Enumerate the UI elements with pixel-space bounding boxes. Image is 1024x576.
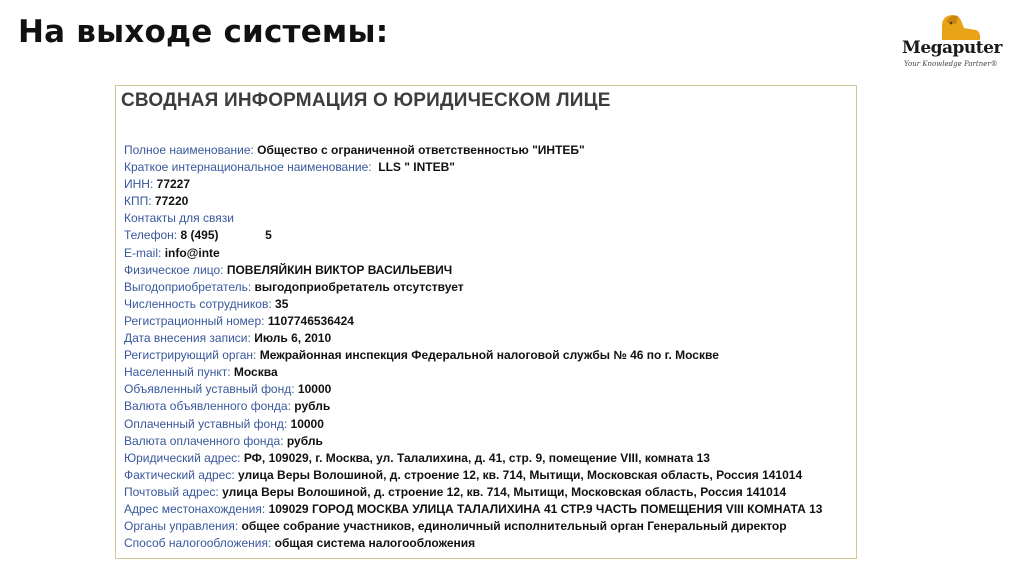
field-value: Москва — [233, 365, 278, 380]
field-label: Юридический адрес: — [124, 450, 241, 465]
field-value: Июль 6, 2010 — [254, 331, 332, 346]
field-label: Населенный пункт: — [124, 365, 231, 380]
field-value: Межрайонная инспекция Федеральной налоговой службы № 46 по г. Москве — [259, 348, 719, 363]
summary-row — [124, 296, 822, 313]
summary-row — [124, 467, 822, 484]
field-label: Численность сотрудников: — [124, 296, 272, 311]
field-value: 77227 — [156, 177, 191, 192]
summary-row — [124, 313, 822, 330]
summary-row — [124, 193, 822, 210]
field-value: 35 — [275, 296, 289, 311]
summary-row — [124, 501, 822, 518]
summary-row — [124, 159, 822, 176]
summary-row — [124, 364, 822, 381]
megaputer-logo — [896, 12, 1006, 74]
field-label: Полное наименование: — [124, 143, 254, 157]
summary-row — [124, 433, 822, 450]
field-label: Телефон: — [124, 228, 178, 243]
field-label: Органы управления: — [124, 519, 239, 534]
summary-row — [124, 484, 822, 501]
field-value: рубль — [286, 433, 323, 448]
field-label: Валюта оплаченного фонда: — [124, 433, 284, 448]
summary-row — [124, 210, 822, 227]
field-value: 10000 — [290, 416, 324, 431]
field-value: Общество с ограниченной ответственностью "ИНТЕБ" — [257, 143, 585, 157]
summary-row — [124, 245, 822, 262]
summary-row — [124, 450, 822, 467]
field-label: Регистрационный номер: — [124, 313, 265, 328]
summary-row — [124, 176, 822, 193]
field-value: 8 (495) 5 — [180, 228, 272, 243]
field-label: Почтовый адрес: — [124, 484, 219, 499]
field-label: Способ налогообложения: — [124, 536, 272, 551]
field-value: ПОВЕЛЯЙКИН ВИКТОР ВАСИЛЬЕВИЧ — [226, 262, 453, 277]
field-value: улица Веры Волошиной, д. строение 12, кв. 714, Мытищи, Московская область, Россия 141014 — [238, 467, 803, 482]
field-value: рубль — [294, 399, 331, 414]
field-value: LLS " INTEB" — [374, 160, 455, 175]
field-label: Оплаченный уставный фонд: — [124, 416, 288, 431]
field-value: улица Веры Волошиной, д. строение 12, кв. 714, Мытищи, Московская область, Россия 141014 — [222, 484, 787, 499]
summary-row — [124, 535, 822, 552]
summary-row — [124, 347, 822, 364]
field-value: общее собрание участников, единоличный исполнительный орган Генеральный директор — [241, 519, 787, 534]
summary-row — [124, 227, 822, 244]
summary-row — [124, 416, 822, 433]
summary-row — [124, 142, 822, 159]
field-value: info@inte — [164, 245, 220, 260]
field-label: Дата внесения записи: — [124, 331, 251, 346]
summary-row — [124, 279, 822, 296]
field-value: 109029 ГОРОД МОСКВА УЛИЦА ТАЛАЛИХИНА 41 СТР.9 ЧАСТЬ ПОМЕЩЕНИЯ VIII КОМНАТА 13 — [268, 501, 823, 516]
field-label: Физическое лицо: — [124, 262, 224, 277]
summary-row — [124, 262, 822, 279]
field-label: Адрес местонахождения: — [124, 501, 266, 516]
field-label: E-mail: — [124, 245, 162, 260]
field-value: выгодоприобретатель отсутствует — [254, 279, 464, 294]
field-label: КПП: — [124, 194, 152, 209]
field-label: Выгодоприобретатель: — [124, 279, 252, 294]
field-label: Контакты для связи — [124, 211, 234, 226]
field-value: РФ, 109029, г. Москва, ул. Талалихина, д. 41, стр. 9, помещение VIII, комната 13 — [243, 450, 710, 465]
summary-row — [124, 518, 822, 535]
logo-tagline: Your Knowledge Partner® — [904, 60, 998, 68]
field-label: Фактический адрес: — [124, 467, 235, 482]
summary-row — [124, 398, 822, 415]
card-heading: СВОДНАЯ ИНФОРМАЦИЯ О ЮРИДИЧЕСКОМ ЛИЦЕ — [121, 90, 611, 111]
company-summary-card — [115, 85, 857, 559]
field-value: 77220 — [154, 194, 189, 209]
field-value: общая система налогообложения — [274, 536, 476, 551]
slide-title: На выходе системы: — [18, 14, 389, 50]
field-label: Краткое интернациональное наименование: — [124, 160, 372, 175]
summary-rows — [124, 142, 822, 552]
logo-name: Megaputer — [902, 38, 1002, 58]
field-label: Регистрирующий орган: — [124, 348, 257, 363]
summary-row — [124, 381, 822, 398]
field-label: Валюта объявленного фонда: — [124, 399, 291, 414]
field-value: 10000 — [297, 382, 332, 397]
field-label: Объявленный уставный фонд: — [124, 382, 295, 397]
field-value: 1107746536424 — [267, 313, 354, 328]
field-label: ИНН: — [124, 177, 154, 192]
summary-row — [124, 330, 822, 347]
